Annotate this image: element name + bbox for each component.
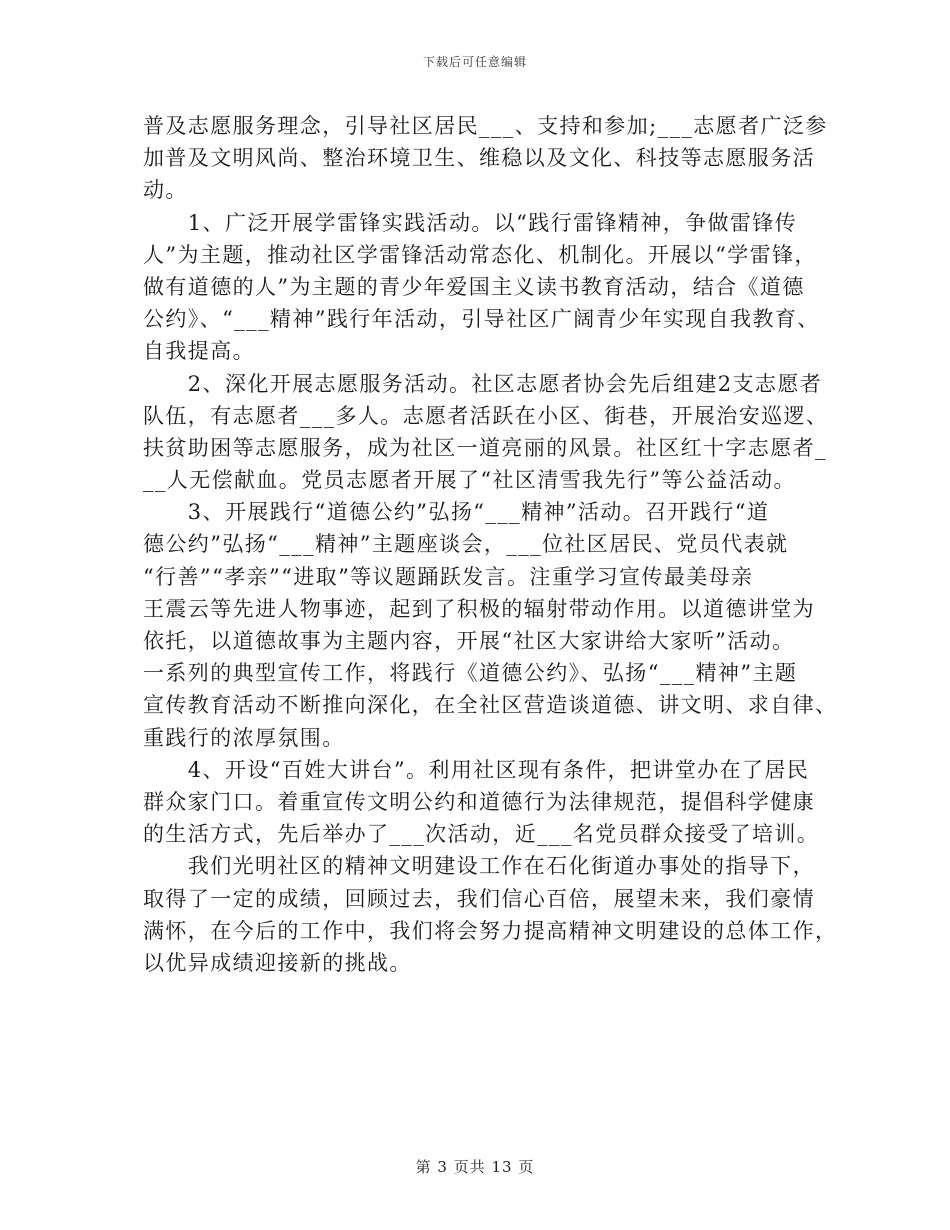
body-line: 依托，以道德故事为主题内容，开展“社区大家讲给大家听”活动。	[143, 629, 795, 653]
body-line: 扶贫助困等志愿服务，成为社区一道亮丽的风景。社区红十字志愿者_	[143, 435, 827, 460]
body-line: 以优异成绩迎接新的挑战。	[143, 950, 412, 975]
body-line: 2、深化开展志愿服务活动。社区志愿者协会先后组建2支志愿者	[143, 371, 823, 396]
body-line: 队伍，有志愿者___多人。志愿者活跃在小区、街巷，开展治安巡逻、	[143, 403, 829, 428]
body-line: “行善”“孝亲”“进取”等议题踊跃发言。注重学习宣传最美母亲	[143, 564, 754, 589]
body-line: 王震云等先进人物事迹，起到了积极的辐射带动作用。以道德讲堂为	[143, 596, 815, 621]
body-line: 加普及文明风尚、整治环境卫生、维稳以及文化、科技等志愿服务活	[143, 146, 815, 171]
body-line: 我们光明社区的精神文明建设工作在石化街道办事处的指导下，	[143, 854, 815, 879]
body-line: 人”为主题，推动社区学雷锋活动常态化、机制化。开展以“学雷锋，	[143, 242, 817, 267]
page-header: 下载后可任意编辑	[422, 55, 527, 69]
body-line: 1、广泛开展学雷锋实践活动。以“践行雷锋精神，争做雷锋传	[143, 210, 798, 235]
body-line: 重践行的浓厚氛围。	[143, 725, 345, 750]
body-line: 的生活方式，先后举办了___次活动，近___名党员群众接受了培训。	[143, 822, 820, 847]
body-line: 满怀，在今后的工作中，我们将会努力提高精神文明建设的总体工作，	[143, 918, 838, 943]
document-body	[143, 110, 838, 979]
body-line: 做有道德的人”为主题的青少年爱国主义读书教育活动，结合《道德	[143, 274, 805, 299]
body-line: 群众家门口。着重宣传文明公约和道德行为法律规范，提倡科学健康	[143, 789, 815, 814]
body-line: 一系列的典型宣传工作，将践行《道德公约》、弘扬“___精神”主题	[143, 661, 798, 686]
body-line: 3、开展践行“道德公约”弘扬“___精神”活动。召开践行“道	[143, 500, 770, 525]
body-line: 德公约”弘扬“___精神”主题座谈会，___位社区居民、党员代表就	[143, 532, 789, 557]
body-line: 取得了一定的成绩，回顾过去，我们信心百倍，展望未来，我们豪情	[143, 886, 815, 911]
body-line: __人无偿献血。党员志愿者开展了“社区清雪我先行”等公益活动。	[143, 468, 796, 493]
body-line: 4、开设“百姓大讲台”。利用社区现有条件，把讲堂办在了居民	[143, 757, 810, 782]
body-line: 自我提高。	[143, 339, 255, 364]
body-line: 公约》、“___精神”践行年活动，引导社区广阔青少年实现自我教育、	[143, 307, 820, 332]
page-number: 第 3 页共 13 页	[415, 1158, 535, 1176]
body-line: 宣传教育活动不断推向深化，在全社区营造谈道德、讲文明、求自律、	[143, 693, 838, 718]
body-line: 普及志愿服务理念，引导社区居民___、支持和参加;___志愿者广泛参	[143, 114, 828, 138]
body-line: 动。	[143, 178, 188, 203]
